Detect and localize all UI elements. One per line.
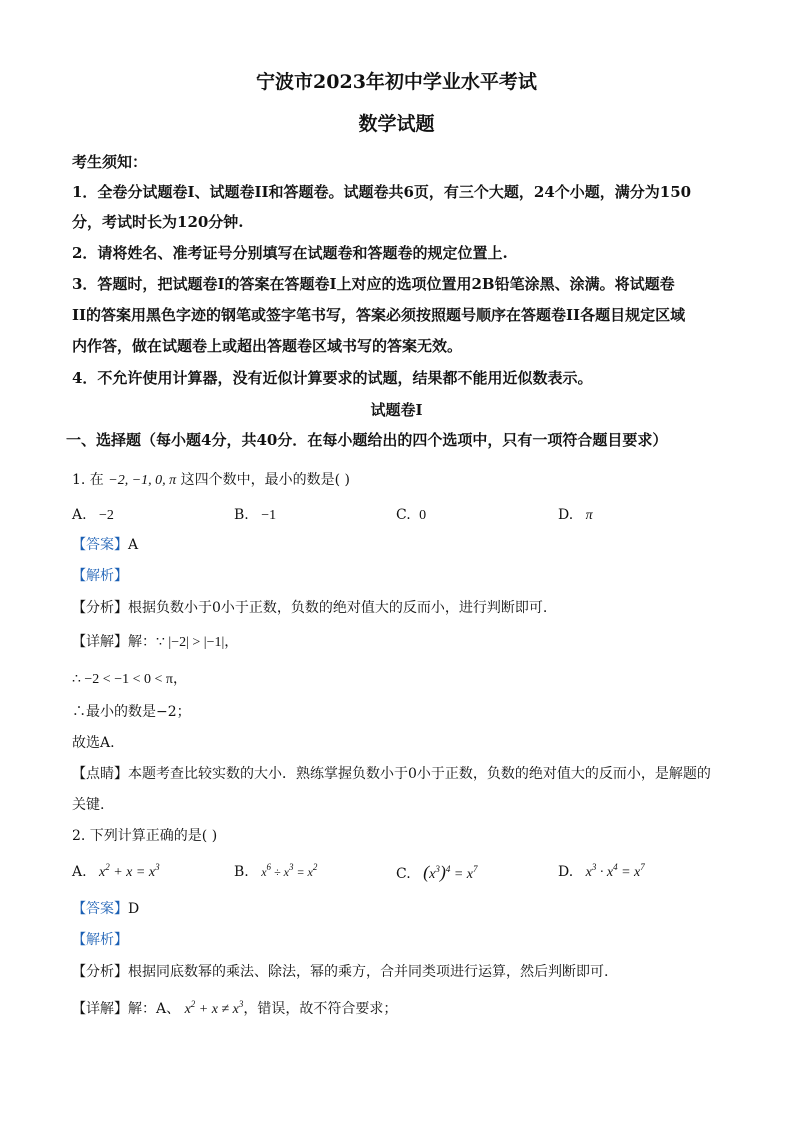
detail-prefix: 【详解】解：A、: [72, 1001, 181, 1017]
q2-jiexi-tag: 【解析】: [72, 932, 128, 948]
option-value: 0: [419, 508, 427, 523]
q1-step-3: ∴最小的数是−2；: [72, 704, 191, 720]
q1-detail: [72, 632, 238, 653]
q1-prefix: 1. 在: [72, 472, 104, 488]
notice-line-5: II的答案用黑色字迹的钢笔或签字笔书写，答案必须按照题号顺序在答题卷II各题目规定区域: [72, 306, 686, 324]
option-label: B.: [234, 507, 249, 523]
q1-dianjing-2: 关键.: [72, 797, 105, 813]
volume-heading: 试题卷I: [370, 401, 423, 419]
option-label: D.: [558, 864, 574, 880]
q1-dianjing-1: 【点睛】本题考查比较实数的大小．熟练掌握负数小于0小于正数，负数的绝对值大的反而小，是解题的: [72, 766, 711, 782]
detail-math: ∵ |−2| > |−1|，: [156, 635, 239, 650]
q2-option-a: [72, 862, 160, 883]
answer-tag: 【答案】: [72, 537, 128, 553]
option-formula: $(x^3)^4 = x^7$: [423, 862, 478, 882]
q2-option-b: [234, 862, 317, 882]
q1-math: −2, −1, 0, π: [108, 473, 177, 488]
q1-step-4: 故选A.: [72, 735, 115, 751]
q1-option-a: [72, 505, 114, 526]
detail-suffix: ，错误，故不符合要求；: [243, 1001, 398, 1017]
q2-detail: [72, 999, 397, 1020]
q1-jiexi-tag: 【解析】: [72, 568, 128, 584]
q1-option-c: [396, 505, 426, 526]
q1-stem: [72, 470, 350, 491]
q2-option-c: [396, 862, 478, 885]
detail-formula: $x^2 + x \ne x^3$: [184, 999, 244, 1017]
option-label: D.: [558, 507, 574, 523]
answer-value: A: [128, 537, 139, 553]
q2-fenxi: 【分析】根据同底数幂的乘法、除法，幂的乘方，合并同类项进行运算，然后判断即可.: [72, 964, 609, 980]
option-label: A.: [72, 507, 87, 523]
q1-answer: [72, 535, 138, 555]
notice-line-4: 3．答题时，把试题卷I的答案在答题卷I上对应的选项位置用2B铅笔涂黑、涂满。将试题卷: [72, 275, 675, 293]
detail-prefix: 【详解】解：: [72, 634, 156, 650]
section-heading: 一、选择题（每小题4分，共40分．在每小题给出的四个选项中，只有一项符合题目要求）: [66, 431, 668, 449]
q1-suffix: 这四个数中，最小的数是( ): [180, 472, 351, 488]
option-formula: $x^2 + x = x^3$: [99, 862, 160, 880]
notice-line-6: 内作答，做在试题卷上或超出答题卷区域书写的答案无效。: [72, 337, 463, 355]
option-label: C.: [396, 507, 411, 523]
q1-option-d: [558, 505, 593, 526]
answer-value: D: [128, 901, 140, 917]
q1-option-b: [234, 505, 276, 526]
answer-tag: 【答案】: [72, 901, 128, 917]
option-formula: $x^6 \div x^3 = x^2$: [261, 862, 318, 879]
option-value: π: [585, 508, 593, 523]
option-formula: $x^3 \cdot x^4 = x^7$: [585, 862, 645, 880]
q1-fenxi: 【分析】根据负数小于0小于正数，负数的绝对值大的反而小，进行判断即可.: [72, 600, 548, 616]
option-value: −2: [99, 508, 114, 523]
q2-answer: [72, 899, 139, 919]
notice-line-2: 分，考试时长为120分钟.: [72, 213, 244, 231]
q2-option-d: [558, 862, 645, 883]
option-label: B.: [234, 864, 249, 880]
notice-line-7: 4．不允许使用计算器，没有近似计算要求的试题，结果都不能用近似数表示。: [72, 369, 593, 387]
page-title: 宁波市2023年初中学业水平考试: [256, 71, 537, 93]
option-value: −1: [261, 508, 277, 523]
notice-line-1: 1．全卷分试题卷I、试题卷II和答题卷。试题卷共6页，有三个大题，24个小题，满分为150: [72, 183, 692, 201]
notice-heading: 考生须知：: [72, 153, 148, 171]
notice-line-3: 2．请将姓名、准考证号分别填写在试题卷和答题卷的规定位置上.: [72, 244, 508, 262]
page-subtitle: 数学试题: [358, 113, 435, 135]
option-label: A.: [72, 864, 87, 880]
q2-stem: 2. 下列计算正确的是( ): [72, 828, 218, 844]
q1-step-2: ∴ −2 < −1 < 0 < π，: [72, 672, 187, 687]
option-label: C.: [396, 866, 411, 882]
